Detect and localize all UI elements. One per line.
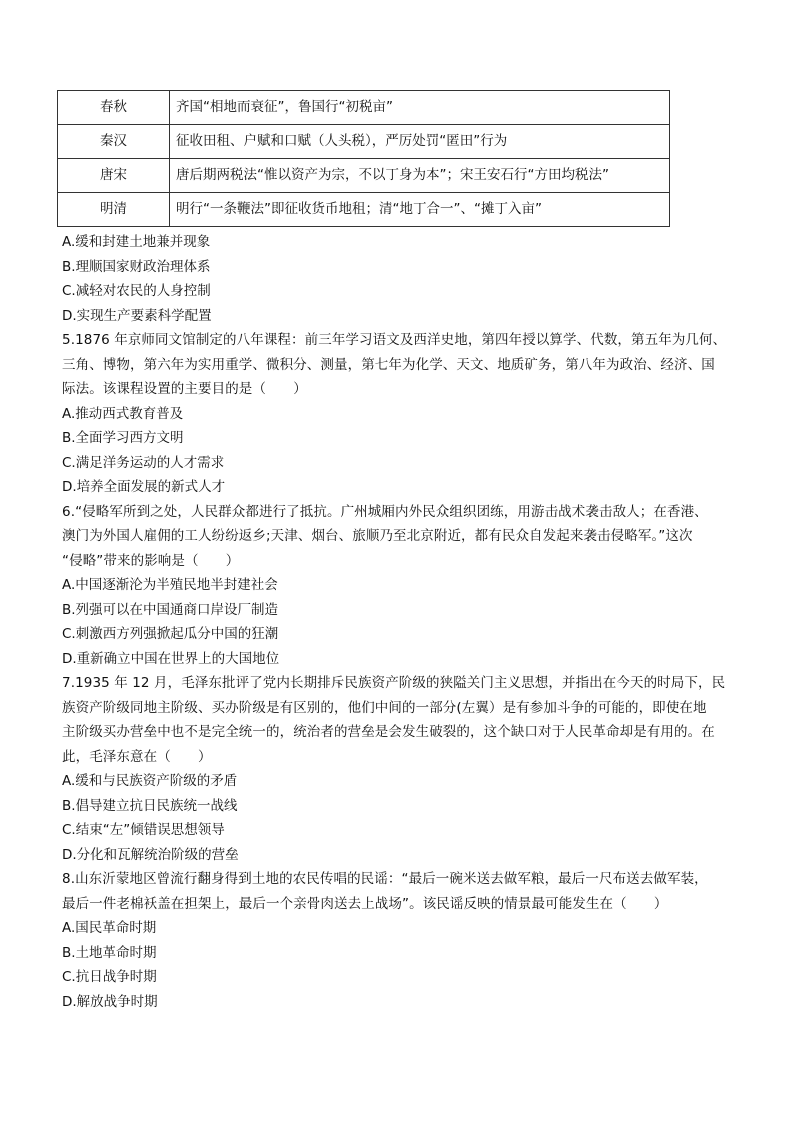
table-row [58, 159, 670, 193]
table-cell-desc: 齐国“相地而衰征”，鲁国行“初税亩” [170, 91, 670, 125]
option-d[interactable]: D.解放战争时期 [62, 993, 158, 1010]
question-7 [62, 671, 752, 867]
option-d[interactable]: D.培养全面发展的新式人才 [62, 479, 226, 495]
stem-line: 5.1876 年京师同文馆制定的八年课程：前三年学习语文及西洋史地，第四年授以算学、代数，第五年为几何、 [62, 332, 727, 348]
table-cell-desc: 唐后期两税法“惟以资产为宗，不以丁身为本”；宋王安石行“方田均税法” [170, 159, 670, 193]
question-6 [62, 500, 752, 672]
option-d[interactable]: D.重新确立中国在世界上的大国地位 [62, 650, 280, 667]
tax-history-table [57, 90, 670, 227]
option-a[interactable]: A.推动西式教育普及 [62, 405, 184, 422]
question-stem [62, 867, 752, 916]
option-c[interactable]: C.抗日战争时期 [62, 969, 157, 985]
option-b[interactable]: B.倡导建立抗日民族统一战线 [62, 797, 238, 814]
option-b[interactable]: B.列强可以在中国通商口岸设厂制造 [62, 601, 279, 618]
stem-line: 主阶级买办营垒中也不是完全统一的，统治者的营垒是会发生破裂的，这个缺口对于人民革命却是有用的。在 [62, 724, 715, 740]
option-c[interactable]: C.满足洋务运动的人才需求 [62, 454, 225, 471]
option-a[interactable]: A.国民革命时期 [62, 920, 157, 936]
option-a[interactable]: A.缓和封建土地兼并现象 [62, 234, 211, 250]
table-row [58, 125, 670, 159]
stem-line: 三角、博物，第六年为实用重学、微积分、测量，第七年为化学、天文、地质矿务，第八年为政治、经济、国 [62, 356, 715, 373]
question-stem [62, 671, 752, 769]
table-cell-desc: 明行“一条鞭法”即征收货币地租；清“地丁合一”、“摊丁入亩” [170, 193, 670, 227]
question-stem [62, 328, 752, 402]
stem-line: 6.“侵略军所到之处，人民群众都进行了抵抗。广州城厢内外民众组织团练，用游击战术袭击敌人；在香港、 [62, 503, 708, 520]
table-row [58, 193, 670, 227]
stem-line: “侵略”带来的影响是（ ） [62, 552, 240, 569]
option-b[interactable]: B.土地革命时期 [62, 944, 157, 961]
stem-line: 8.山东沂蒙地区曾流行翻身得到土地的农民传唱的民谣：“最后一碗米送去做军粮，最后一尺布送去做军装， [62, 871, 708, 887]
stem-line: 此，毛泽东意在（ ） [62, 748, 212, 765]
stem-line: 际法。该课程设置的主要目的是（ ） [62, 381, 307, 397]
option-b[interactable]: B.全面学习西方文明 [62, 430, 184, 446]
question-4-options [62, 230, 752, 328]
option-a[interactable]: A.中国逐渐沦为半殖民地半封建社会 [62, 577, 278, 593]
question-5 [62, 328, 752, 500]
table-cell-era: 秦汉 [58, 125, 170, 159]
table-cell-desc: 征收田租、户赋和口赋（人头税），严厉处罚“匿田”行为 [170, 125, 670, 159]
stem-line: 族资产阶级同地主阶级、买办阶级是有区别的，他们中间的一部分(左翼）是有参加斗争的可能的，即使在地 [62, 699, 707, 716]
stem-line: 7.1935 年 12 月，毛泽东批评了党内长期排斥民族资产阶级的狭隘关门主义思想，并指出在今天的时局下，民 [62, 675, 726, 691]
option-c[interactable]: C.刺激西方列强掀起瓜分中国的狂潮 [62, 626, 279, 642]
option-d[interactable]: D.实现生产要素科学配置 [62, 307, 212, 324]
option-b[interactable]: B.理顺国家财政治理体系 [62, 258, 211, 275]
questions-body [62, 230, 752, 1014]
question-stem [62, 500, 752, 574]
table-row [58, 91, 670, 125]
option-c[interactable]: C.结束“左”倾错误思想领导 [62, 822, 225, 838]
option-c[interactable]: C.减轻对农民的人身控制 [62, 283, 211, 299]
option-a[interactable]: A.缓和与民族资产阶级的矛盾 [62, 773, 238, 789]
table-cell-era: 春秋 [58, 91, 170, 125]
table-cell-era: 唐宋 [58, 159, 170, 193]
table-cell-era: 明清 [58, 193, 170, 227]
stem-line: 澳门为外国人雇佣的工人纷纷返乡;天津、烟台、旅顺乃至北京附近，都有民众自发起来袭击侵略军。”这次 [62, 528, 693, 544]
question-8 [62, 867, 752, 1014]
stem-line: 最后一件老棉袄盖在担架上，最后一个亲骨肉送去上战场”。该民谣反映的情景最可能发生在（ ） [62, 895, 668, 912]
option-d[interactable]: D.分化和瓦解统治阶级的营垒 [62, 846, 239, 863]
